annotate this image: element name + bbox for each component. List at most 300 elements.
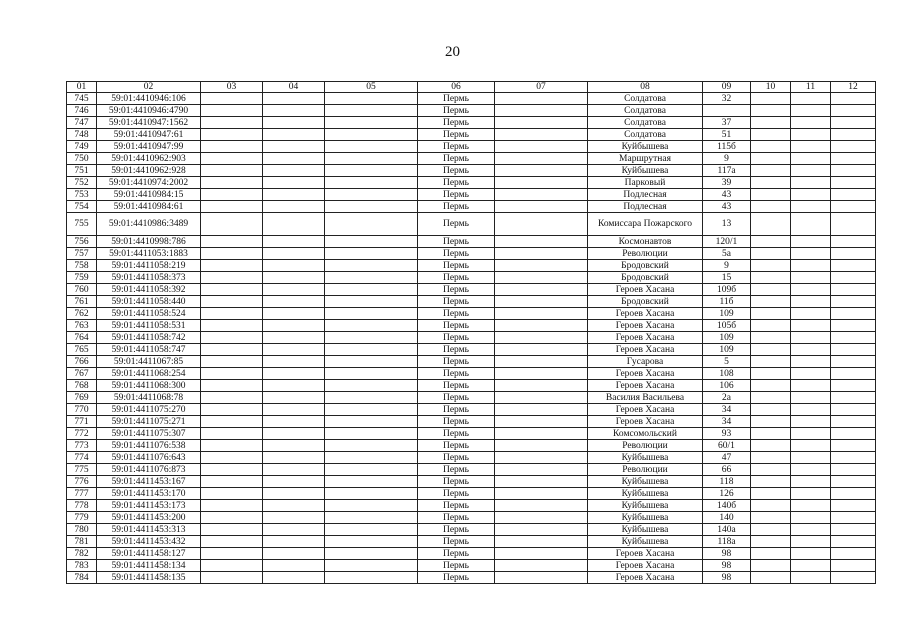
empty-cell xyxy=(791,308,831,320)
city-cell: Пермь xyxy=(418,500,495,512)
house-number: 98 xyxy=(703,572,751,584)
empty-cell xyxy=(201,129,263,141)
empty-cell xyxy=(831,524,876,536)
header-row xyxy=(67,82,876,93)
empty-cell xyxy=(201,536,263,548)
empty-cell xyxy=(791,536,831,548)
street-cell: Революции xyxy=(588,440,703,452)
empty-cell xyxy=(791,236,831,248)
row-number: 778 xyxy=(67,500,97,512)
table-row xyxy=(67,320,876,332)
empty-cell xyxy=(263,308,325,320)
city-cell: Пермь xyxy=(418,344,495,356)
empty-cell xyxy=(325,344,418,356)
empty-cell xyxy=(791,488,831,500)
table-row xyxy=(67,512,876,524)
empty-cell xyxy=(495,344,588,356)
house-number: 140а xyxy=(703,524,751,536)
cadastral-number: 59:01:4411075:270 xyxy=(97,404,201,416)
city-cell: Пермь xyxy=(418,488,495,500)
empty-cell xyxy=(831,452,876,464)
empty-cell xyxy=(751,153,791,165)
row-number: 769 xyxy=(67,392,97,404)
table-row xyxy=(67,368,876,380)
house-number: 126 xyxy=(703,488,751,500)
empty-cell xyxy=(325,356,418,368)
empty-cell xyxy=(263,236,325,248)
street-cell: Маршрутная xyxy=(588,153,703,165)
empty-cell xyxy=(751,260,791,272)
column-header: 06 xyxy=(418,82,495,93)
empty-cell xyxy=(325,213,418,236)
row-number: 766 xyxy=(67,356,97,368)
empty-cell xyxy=(831,500,876,512)
empty-cell xyxy=(831,201,876,213)
empty-cell xyxy=(791,464,831,476)
column-header: 08 xyxy=(588,82,703,93)
empty-cell xyxy=(495,452,588,464)
street-cell: Героев Хасана xyxy=(588,404,703,416)
cadastral-number: 59:01:4411458:135 xyxy=(97,572,201,584)
cadastral-number: 59:01:4411068:254 xyxy=(97,368,201,380)
city-cell: Пермь xyxy=(418,428,495,440)
empty-cell xyxy=(751,296,791,308)
empty-cell xyxy=(263,260,325,272)
table-row xyxy=(67,308,876,320)
empty-cell xyxy=(201,428,263,440)
empty-cell xyxy=(263,560,325,572)
city-cell: Пермь xyxy=(418,404,495,416)
table-row xyxy=(67,536,876,548)
cadastral-number: 59:01:4411058:219 xyxy=(97,260,201,272)
cadastral-number: 59:01:4411453:313 xyxy=(97,524,201,536)
empty-cell xyxy=(831,105,876,117)
empty-cell xyxy=(495,308,588,320)
cadastral-number: 59:01:4410946:4790 xyxy=(97,105,201,117)
table-row xyxy=(67,177,876,189)
house-number: 140б xyxy=(703,500,751,512)
city-cell: Пермь xyxy=(418,524,495,536)
street-cell: Героев Хасана xyxy=(588,308,703,320)
table-row xyxy=(67,260,876,272)
empty-cell xyxy=(263,213,325,236)
empty-cell xyxy=(325,165,418,177)
empty-cell xyxy=(791,476,831,488)
city-cell: Пермь xyxy=(418,380,495,392)
cadastral-number: 59:01:4411458:134 xyxy=(97,560,201,572)
street-cell: Солдатова xyxy=(588,93,703,105)
street-cell: Парковый xyxy=(588,177,703,189)
empty-cell xyxy=(325,272,418,284)
house-number: 93 xyxy=(703,428,751,440)
table-row xyxy=(67,440,876,452)
city-cell: Пермь xyxy=(418,201,495,213)
house-number: 34 xyxy=(703,404,751,416)
street-cell: Куйбышева xyxy=(588,452,703,464)
city-cell: Пермь xyxy=(418,296,495,308)
empty-cell xyxy=(263,536,325,548)
empty-cell xyxy=(495,284,588,296)
empty-cell xyxy=(201,452,263,464)
street-cell: Героев Хасана xyxy=(588,332,703,344)
row-number: 746 xyxy=(67,105,97,117)
empty-cell xyxy=(325,428,418,440)
empty-cell xyxy=(325,452,418,464)
empty-cell xyxy=(263,153,325,165)
empty-cell xyxy=(831,93,876,105)
empty-cell xyxy=(325,332,418,344)
street-cell: Революции xyxy=(588,464,703,476)
cadastral-number: 59:01:4411058:524 xyxy=(97,308,201,320)
house-number: 60/1 xyxy=(703,440,751,452)
empty-cell xyxy=(751,464,791,476)
empty-cell xyxy=(201,248,263,260)
cadastral-number: 59:01:4411068:300 xyxy=(97,380,201,392)
house-number: 5 xyxy=(703,356,751,368)
empty-cell xyxy=(791,189,831,201)
empty-cell xyxy=(263,548,325,560)
empty-cell xyxy=(791,320,831,332)
empty-cell xyxy=(201,440,263,452)
cadastral-number: 59:01:4410946:106 xyxy=(97,93,201,105)
street-cell: Героев Хасана xyxy=(588,416,703,428)
street-cell: Комсомольский xyxy=(588,428,703,440)
street-cell: Героев Хасана xyxy=(588,548,703,560)
empty-cell xyxy=(201,464,263,476)
empty-cell xyxy=(325,129,418,141)
row-number: 776 xyxy=(67,476,97,488)
empty-cell xyxy=(791,572,831,584)
empty-cell xyxy=(751,320,791,332)
empty-cell xyxy=(831,177,876,189)
house-number: 34 xyxy=(703,416,751,428)
empty-cell xyxy=(831,368,876,380)
row-number: 753 xyxy=(67,189,97,201)
house-number: 98 xyxy=(703,560,751,572)
empty-cell xyxy=(831,284,876,296)
table-row xyxy=(67,524,876,536)
city-cell: Пермь xyxy=(418,464,495,476)
cadastral-number: 59:01:4411075:307 xyxy=(97,428,201,440)
city-cell: Пермь xyxy=(418,332,495,344)
empty-cell xyxy=(751,213,791,236)
table-row xyxy=(67,117,876,129)
house-number: 109 xyxy=(703,332,751,344)
empty-cell xyxy=(791,344,831,356)
city-cell: Пермь xyxy=(418,165,495,177)
row-number: 750 xyxy=(67,153,97,165)
empty-cell xyxy=(201,416,263,428)
house-number: 13 xyxy=(703,213,751,236)
empty-cell xyxy=(791,500,831,512)
empty-cell xyxy=(831,476,876,488)
cadastral-number: 59:01:4411453:432 xyxy=(97,536,201,548)
empty-cell xyxy=(791,512,831,524)
empty-cell xyxy=(263,464,325,476)
empty-cell xyxy=(495,177,588,189)
empty-cell xyxy=(831,548,876,560)
street-cell: Солдатова xyxy=(588,129,703,141)
empty-cell xyxy=(263,476,325,488)
street-cell: Героев Хасана xyxy=(588,284,703,296)
column-header: 02 xyxy=(97,82,201,93)
empty-cell xyxy=(263,380,325,392)
empty-cell xyxy=(495,153,588,165)
empty-cell xyxy=(791,452,831,464)
empty-cell xyxy=(751,392,791,404)
empty-cell xyxy=(791,296,831,308)
empty-cell xyxy=(495,560,588,572)
city-cell: Пермь xyxy=(418,177,495,189)
city-cell: Пермь xyxy=(418,213,495,236)
empty-cell xyxy=(263,272,325,284)
empty-cell xyxy=(831,380,876,392)
house-number: 140 xyxy=(703,512,751,524)
empty-cell xyxy=(325,464,418,476)
house-number: 120/1 xyxy=(703,236,751,248)
cadastral-number: 59:01:4411058:531 xyxy=(97,320,201,332)
empty-cell xyxy=(831,260,876,272)
empty-cell xyxy=(325,548,418,560)
empty-cell xyxy=(263,320,325,332)
empty-cell xyxy=(325,284,418,296)
street-cell: Героев Хасана xyxy=(588,320,703,332)
table-row xyxy=(67,213,876,236)
street-cell: Подлесная xyxy=(588,189,703,201)
empty-cell xyxy=(495,512,588,524)
empty-cell xyxy=(325,380,418,392)
empty-cell xyxy=(263,129,325,141)
empty-cell xyxy=(791,560,831,572)
city-cell: Пермь xyxy=(418,141,495,153)
empty-cell xyxy=(791,213,831,236)
row-number: 770 xyxy=(67,404,97,416)
cadastral-number: 59:01:4410962:928 xyxy=(97,165,201,177)
empty-cell xyxy=(263,524,325,536)
empty-cell xyxy=(263,189,325,201)
table-row xyxy=(67,392,876,404)
empty-cell xyxy=(325,105,418,117)
table-row xyxy=(67,572,876,584)
empty-cell xyxy=(751,488,791,500)
row-number: 751 xyxy=(67,165,97,177)
empty-cell xyxy=(791,368,831,380)
table-row xyxy=(67,500,876,512)
empty-cell xyxy=(751,476,791,488)
street-cell: Героев Хасана xyxy=(588,368,703,380)
street-cell: Куйбышева xyxy=(588,512,703,524)
row-number: 758 xyxy=(67,260,97,272)
row-number: 755 xyxy=(67,213,97,236)
city-cell: Пермь xyxy=(418,129,495,141)
empty-cell xyxy=(325,117,418,129)
empty-cell xyxy=(751,105,791,117)
empty-cell xyxy=(325,189,418,201)
table-row xyxy=(67,332,876,344)
empty-cell xyxy=(751,308,791,320)
empty-cell xyxy=(751,129,791,141)
row-number: 781 xyxy=(67,536,97,548)
empty-cell xyxy=(831,165,876,177)
empty-cell xyxy=(201,201,263,213)
empty-cell xyxy=(325,177,418,189)
house-number: 51 xyxy=(703,129,751,141)
cadastral-number: 59:01:4411068:78 xyxy=(97,392,201,404)
table-row xyxy=(67,356,876,368)
street-cell: Куйбышева xyxy=(588,476,703,488)
empty-cell xyxy=(791,548,831,560)
street-cell: Куйбышева xyxy=(588,165,703,177)
empty-cell xyxy=(201,308,263,320)
street-cell: Василия Васильева xyxy=(588,392,703,404)
city-cell: Пермь xyxy=(418,440,495,452)
empty-cell xyxy=(495,165,588,177)
empty-cell xyxy=(495,572,588,584)
register-table xyxy=(66,81,876,584)
row-number: 774 xyxy=(67,452,97,464)
street-cell: Солдатова xyxy=(588,105,703,117)
column-header: 09 xyxy=(703,82,751,93)
empty-cell xyxy=(201,260,263,272)
column-header: 12 xyxy=(831,82,876,93)
table-row xyxy=(67,189,876,201)
cadastral-number: 59:01:4411058:747 xyxy=(97,344,201,356)
empty-cell xyxy=(201,524,263,536)
city-cell: Пермь xyxy=(418,548,495,560)
table-row xyxy=(67,296,876,308)
cadastral-number: 59:01:4411053:1883 xyxy=(97,248,201,260)
empty-cell xyxy=(263,416,325,428)
cadastral-number: 59:01:4411075:271 xyxy=(97,416,201,428)
street-cell: Куйбышева xyxy=(588,500,703,512)
table-row xyxy=(67,236,876,248)
column-header: 03 xyxy=(201,82,263,93)
cadastral-number: 59:01:4411076:643 xyxy=(97,452,201,464)
row-number: 745 xyxy=(67,93,97,105)
empty-cell xyxy=(325,368,418,380)
empty-cell xyxy=(495,536,588,548)
empty-cell xyxy=(495,488,588,500)
empty-cell xyxy=(495,332,588,344)
cadastral-number: 59:01:4411058:742 xyxy=(97,332,201,344)
row-number: 747 xyxy=(67,117,97,129)
empty-cell xyxy=(831,512,876,524)
empty-cell xyxy=(325,392,418,404)
empty-cell xyxy=(831,440,876,452)
house-number: 43 xyxy=(703,201,751,213)
empty-cell xyxy=(751,440,791,452)
empty-cell xyxy=(201,548,263,560)
empty-cell xyxy=(495,189,588,201)
cadastral-number: 59:01:4410984:61 xyxy=(97,201,201,213)
empty-cell xyxy=(201,344,263,356)
empty-cell xyxy=(201,512,263,524)
table-row xyxy=(67,272,876,284)
house-number: 118 xyxy=(703,476,751,488)
empty-cell xyxy=(751,189,791,201)
empty-cell xyxy=(831,236,876,248)
column-header: 05 xyxy=(325,82,418,93)
empty-cell xyxy=(791,165,831,177)
empty-cell xyxy=(751,177,791,189)
empty-cell xyxy=(495,476,588,488)
empty-cell xyxy=(201,165,263,177)
table-row xyxy=(67,165,876,177)
empty-cell xyxy=(831,416,876,428)
empty-cell xyxy=(201,368,263,380)
city-cell: Пермь xyxy=(418,272,495,284)
empty-cell xyxy=(201,141,263,153)
empty-cell xyxy=(201,177,263,189)
empty-cell xyxy=(831,189,876,201)
empty-cell xyxy=(831,117,876,129)
empty-cell xyxy=(791,141,831,153)
empty-cell xyxy=(325,500,418,512)
street-cell: Подлесная xyxy=(588,201,703,213)
empty-cell xyxy=(791,153,831,165)
empty-cell xyxy=(201,284,263,296)
row-number: 760 xyxy=(67,284,97,296)
table-row xyxy=(67,201,876,213)
empty-cell xyxy=(791,201,831,213)
empty-cell xyxy=(201,332,263,344)
empty-cell xyxy=(751,452,791,464)
empty-cell xyxy=(831,428,876,440)
column-header: 07 xyxy=(495,82,588,93)
house-number: 109 xyxy=(703,344,751,356)
empty-cell xyxy=(325,201,418,213)
empty-cell xyxy=(751,272,791,284)
table-row xyxy=(67,464,876,476)
empty-cell xyxy=(751,572,791,584)
house-number: 39 xyxy=(703,177,751,189)
street-cell: Куйбышева xyxy=(588,536,703,548)
column-header: 04 xyxy=(263,82,325,93)
empty-cell xyxy=(495,464,588,476)
empty-cell xyxy=(201,356,263,368)
empty-cell xyxy=(831,308,876,320)
table-row xyxy=(67,105,876,117)
empty-cell xyxy=(325,153,418,165)
cadastral-number: 59:01:4411453:200 xyxy=(97,512,201,524)
empty-cell xyxy=(751,236,791,248)
empty-cell xyxy=(495,500,588,512)
empty-cell xyxy=(831,344,876,356)
row-number: 765 xyxy=(67,344,97,356)
empty-cell xyxy=(791,356,831,368)
empty-cell xyxy=(831,488,876,500)
cadastral-number: 59:01:4411453:173 xyxy=(97,500,201,512)
cadastral-number: 59:01:4411058:440 xyxy=(97,296,201,308)
empty-cell xyxy=(263,356,325,368)
empty-cell xyxy=(263,332,325,344)
empty-cell xyxy=(791,332,831,344)
empty-cell xyxy=(325,308,418,320)
cadastral-number: 59:01:4410986:3489 xyxy=(97,213,201,236)
city-cell: Пермь xyxy=(418,356,495,368)
empty-cell xyxy=(325,93,418,105)
empty-cell xyxy=(751,404,791,416)
empty-cell xyxy=(831,248,876,260)
empty-cell xyxy=(495,117,588,129)
cadastral-number: 59:01:4411058:373 xyxy=(97,272,201,284)
empty-cell xyxy=(751,560,791,572)
house-number: 15 xyxy=(703,272,751,284)
street-cell: Куйбышева xyxy=(588,524,703,536)
empty-cell xyxy=(751,248,791,260)
empty-cell xyxy=(263,177,325,189)
row-number: 773 xyxy=(67,440,97,452)
